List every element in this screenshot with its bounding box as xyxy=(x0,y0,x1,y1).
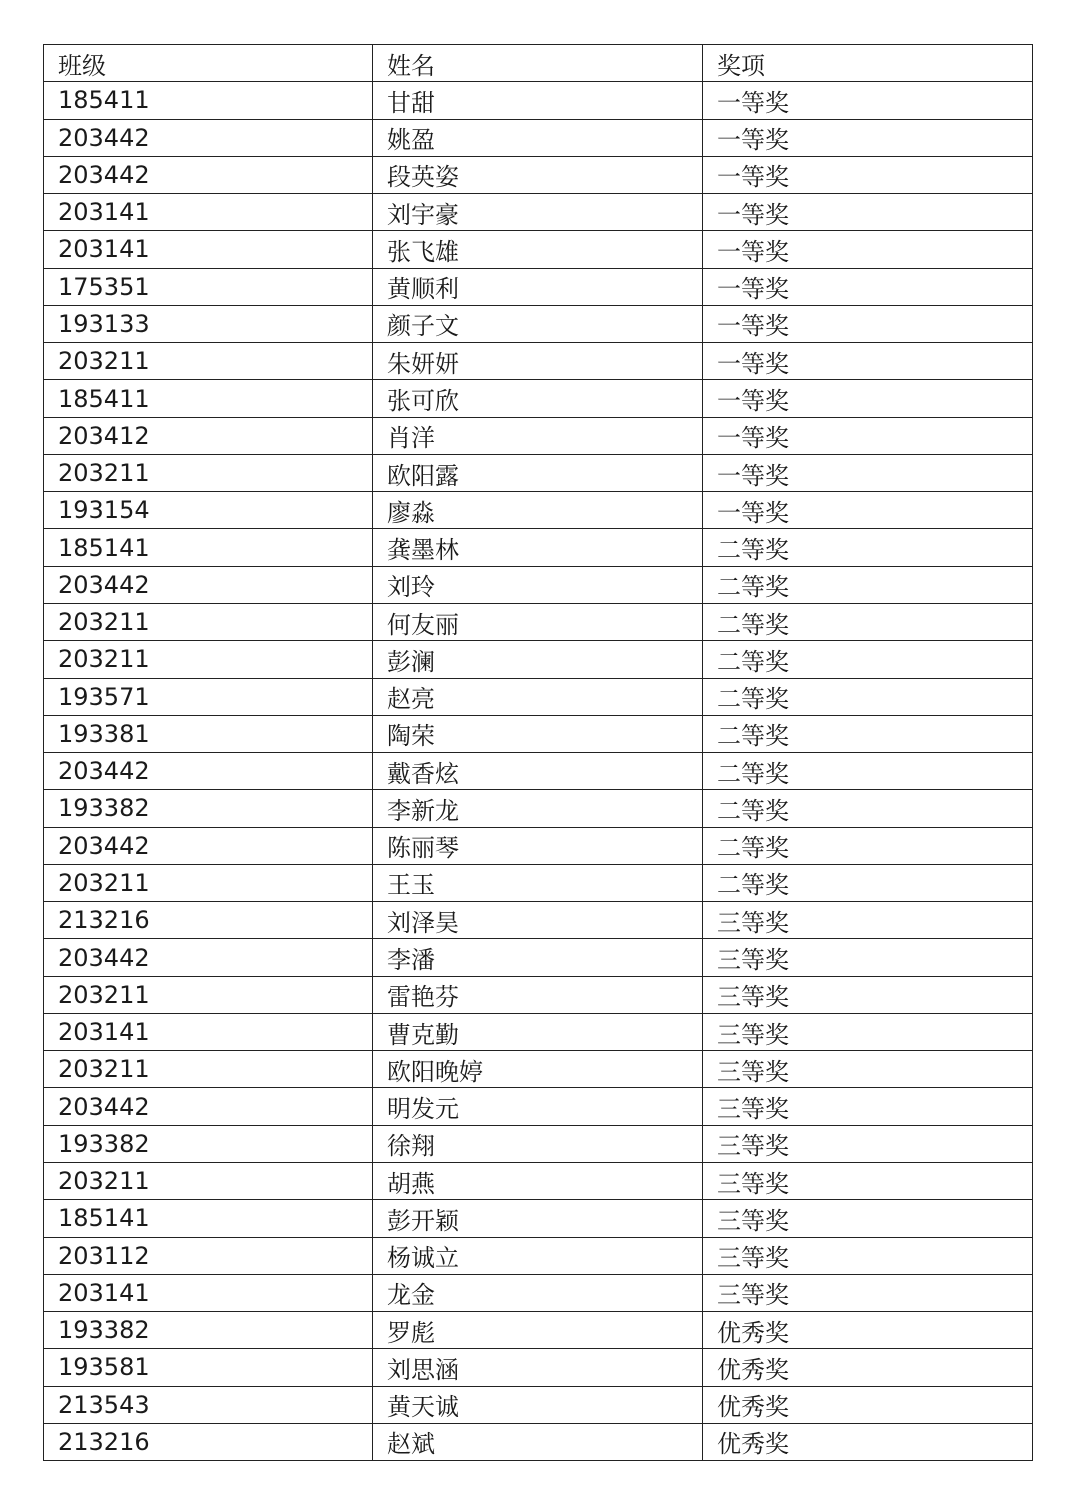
table-row xyxy=(44,641,1033,678)
class-cell: 193581 xyxy=(44,1349,373,1386)
award-cell: 二等奖 xyxy=(703,827,1033,864)
table-row xyxy=(44,492,1033,529)
header-name: 姓名 xyxy=(373,45,703,82)
award-cell: 二等奖 xyxy=(703,790,1033,827)
class-cell: 203211 xyxy=(44,454,373,491)
name-cell: 刘泽昊 xyxy=(373,902,703,939)
award-table xyxy=(43,44,1033,1461)
award-cell: 一等奖 xyxy=(703,82,1033,119)
class-cell: 213543 xyxy=(44,1386,373,1423)
table-row xyxy=(44,1386,1033,1423)
award-cell: 一等奖 xyxy=(703,454,1033,491)
award-cell: 二等奖 xyxy=(703,566,1033,603)
table-row xyxy=(44,603,1033,640)
name-cell: 刘思涵 xyxy=(373,1349,703,1386)
name-cell: 明发元 xyxy=(373,1088,703,1125)
class-cell: 203442 xyxy=(44,827,373,864)
class-cell: 203442 xyxy=(44,753,373,790)
table-row xyxy=(44,529,1033,566)
name-cell: 张可欣 xyxy=(373,380,703,417)
table-row xyxy=(44,417,1033,454)
name-cell: 雷艳芬 xyxy=(373,976,703,1013)
table-row xyxy=(44,1125,1033,1162)
award-cell: 二等奖 xyxy=(703,529,1033,566)
header-row xyxy=(44,45,1033,82)
name-cell: 彭开颖 xyxy=(373,1200,703,1237)
table-row xyxy=(44,231,1033,268)
name-cell: 赵斌 xyxy=(373,1423,703,1460)
name-cell: 陈丽琴 xyxy=(373,827,703,864)
name-cell: 胡燕 xyxy=(373,1162,703,1199)
award-cell: 一等奖 xyxy=(703,417,1033,454)
table-row xyxy=(44,1162,1033,1199)
name-cell: 戴香炫 xyxy=(373,753,703,790)
table-row xyxy=(44,753,1033,790)
class-cell: 203141 xyxy=(44,1274,373,1311)
name-cell: 肖洋 xyxy=(373,417,703,454)
table-row xyxy=(44,902,1033,939)
award-cell: 二等奖 xyxy=(703,864,1033,901)
name-cell: 欧阳露 xyxy=(373,454,703,491)
class-cell: 203442 xyxy=(44,939,373,976)
table-row xyxy=(44,939,1033,976)
award-cell: 一等奖 xyxy=(703,343,1033,380)
table-row xyxy=(44,1349,1033,1386)
table-row xyxy=(44,1312,1033,1349)
table-body xyxy=(44,82,1033,1461)
award-cell: 一等奖 xyxy=(703,492,1033,529)
award-cell: 一等奖 xyxy=(703,194,1033,231)
name-cell: 黄顺利 xyxy=(373,268,703,305)
class-cell: 185411 xyxy=(44,82,373,119)
award-cell: 三等奖 xyxy=(703,1088,1033,1125)
award-cell: 三等奖 xyxy=(703,1237,1033,1274)
award-cell: 三等奖 xyxy=(703,902,1033,939)
award-cell: 一等奖 xyxy=(703,268,1033,305)
award-cell: 优秀奖 xyxy=(703,1349,1033,1386)
name-cell: 朱妍妍 xyxy=(373,343,703,380)
class-cell: 203442 xyxy=(44,119,373,156)
award-cell: 三等奖 xyxy=(703,1051,1033,1088)
name-cell: 龚墨林 xyxy=(373,529,703,566)
class-cell: 185141 xyxy=(44,529,373,566)
class-cell: 203211 xyxy=(44,976,373,1013)
table-row xyxy=(44,715,1033,752)
class-cell: 193154 xyxy=(44,492,373,529)
award-cell: 优秀奖 xyxy=(703,1423,1033,1460)
name-cell: 曹克勤 xyxy=(373,1013,703,1050)
class-cell: 203112 xyxy=(44,1237,373,1274)
table-row xyxy=(44,194,1033,231)
class-cell: 203211 xyxy=(44,864,373,901)
class-cell: 203211 xyxy=(44,343,373,380)
class-cell: 193382 xyxy=(44,1312,373,1349)
name-cell: 陶荣 xyxy=(373,715,703,752)
class-cell: 193381 xyxy=(44,715,373,752)
name-cell: 杨诚立 xyxy=(373,1237,703,1274)
class-cell: 213216 xyxy=(44,902,373,939)
table-row xyxy=(44,1274,1033,1311)
name-cell: 颜子文 xyxy=(373,305,703,342)
header-class: 班级 xyxy=(44,45,373,82)
name-cell: 罗彪 xyxy=(373,1312,703,1349)
award-cell: 三等奖 xyxy=(703,1013,1033,1050)
header-award: 奖项 xyxy=(703,45,1033,82)
table-row xyxy=(44,82,1033,119)
award-cell: 二等奖 xyxy=(703,603,1033,640)
award-cell: 三等奖 xyxy=(703,939,1033,976)
table-row xyxy=(44,566,1033,603)
table-row xyxy=(44,1051,1033,1088)
name-cell: 张飞雄 xyxy=(373,231,703,268)
table-row xyxy=(44,1423,1033,1460)
award-cell: 三等奖 xyxy=(703,976,1033,1013)
class-cell: 203211 xyxy=(44,1162,373,1199)
class-cell: 203141 xyxy=(44,231,373,268)
name-cell: 何友丽 xyxy=(373,603,703,640)
table-row xyxy=(44,864,1033,901)
class-cell: 193382 xyxy=(44,790,373,827)
class-cell: 203211 xyxy=(44,603,373,640)
award-cell: 二等奖 xyxy=(703,715,1033,752)
class-cell: 203211 xyxy=(44,641,373,678)
award-cell: 三等奖 xyxy=(703,1274,1033,1311)
class-cell: 193133 xyxy=(44,305,373,342)
class-cell: 193571 xyxy=(44,678,373,715)
table-row xyxy=(44,1200,1033,1237)
name-cell: 欧阳晚婷 xyxy=(373,1051,703,1088)
class-cell: 203442 xyxy=(44,156,373,193)
name-cell: 彭澜 xyxy=(373,641,703,678)
name-cell: 王玉 xyxy=(373,864,703,901)
name-cell: 黄天诚 xyxy=(373,1386,703,1423)
award-cell: 二等奖 xyxy=(703,641,1033,678)
table-row xyxy=(44,790,1033,827)
class-cell: 203141 xyxy=(44,194,373,231)
table-row xyxy=(44,454,1033,491)
award-cell: 三等奖 xyxy=(703,1162,1033,1199)
award-cell: 优秀奖 xyxy=(703,1386,1033,1423)
class-cell: 203211 xyxy=(44,1051,373,1088)
table-row xyxy=(44,343,1033,380)
class-cell: 185141 xyxy=(44,1200,373,1237)
name-cell: 李新龙 xyxy=(373,790,703,827)
class-cell: 193382 xyxy=(44,1125,373,1162)
class-cell: 185411 xyxy=(44,380,373,417)
table-row xyxy=(44,976,1033,1013)
award-cell: 一等奖 xyxy=(703,380,1033,417)
table-row xyxy=(44,380,1033,417)
class-cell: 203141 xyxy=(44,1013,373,1050)
name-cell: 姚盈 xyxy=(373,119,703,156)
table-row xyxy=(44,678,1033,715)
name-cell: 廖淼 xyxy=(373,492,703,529)
table-row xyxy=(44,1013,1033,1050)
table-row xyxy=(44,1088,1033,1125)
table-row xyxy=(44,1237,1033,1274)
class-cell: 203442 xyxy=(44,566,373,603)
award-cell: 三等奖 xyxy=(703,1200,1033,1237)
table-row xyxy=(44,305,1033,342)
class-cell: 213216 xyxy=(44,1423,373,1460)
award-cell: 一等奖 xyxy=(703,231,1033,268)
name-cell: 甘甜 xyxy=(373,82,703,119)
table-row xyxy=(44,119,1033,156)
table-row xyxy=(44,156,1033,193)
name-cell: 李潘 xyxy=(373,939,703,976)
name-cell: 龙金 xyxy=(373,1274,703,1311)
name-cell: 段英姿 xyxy=(373,156,703,193)
name-cell: 徐翔 xyxy=(373,1125,703,1162)
class-cell: 203442 xyxy=(44,1088,373,1125)
name-cell: 刘宇豪 xyxy=(373,194,703,231)
award-cell: 优秀奖 xyxy=(703,1312,1033,1349)
award-cell: 一等奖 xyxy=(703,119,1033,156)
award-cell: 二等奖 xyxy=(703,753,1033,790)
class-cell: 175351 xyxy=(44,268,373,305)
name-cell: 刘玲 xyxy=(373,566,703,603)
table-row xyxy=(44,268,1033,305)
name-cell: 赵亮 xyxy=(373,678,703,715)
award-cell: 三等奖 xyxy=(703,1125,1033,1162)
award-cell: 一等奖 xyxy=(703,156,1033,193)
table-row xyxy=(44,827,1033,864)
award-cell: 一等奖 xyxy=(703,305,1033,342)
table-header xyxy=(44,45,1033,82)
award-cell: 二等奖 xyxy=(703,678,1033,715)
class-cell: 203412 xyxy=(44,417,373,454)
